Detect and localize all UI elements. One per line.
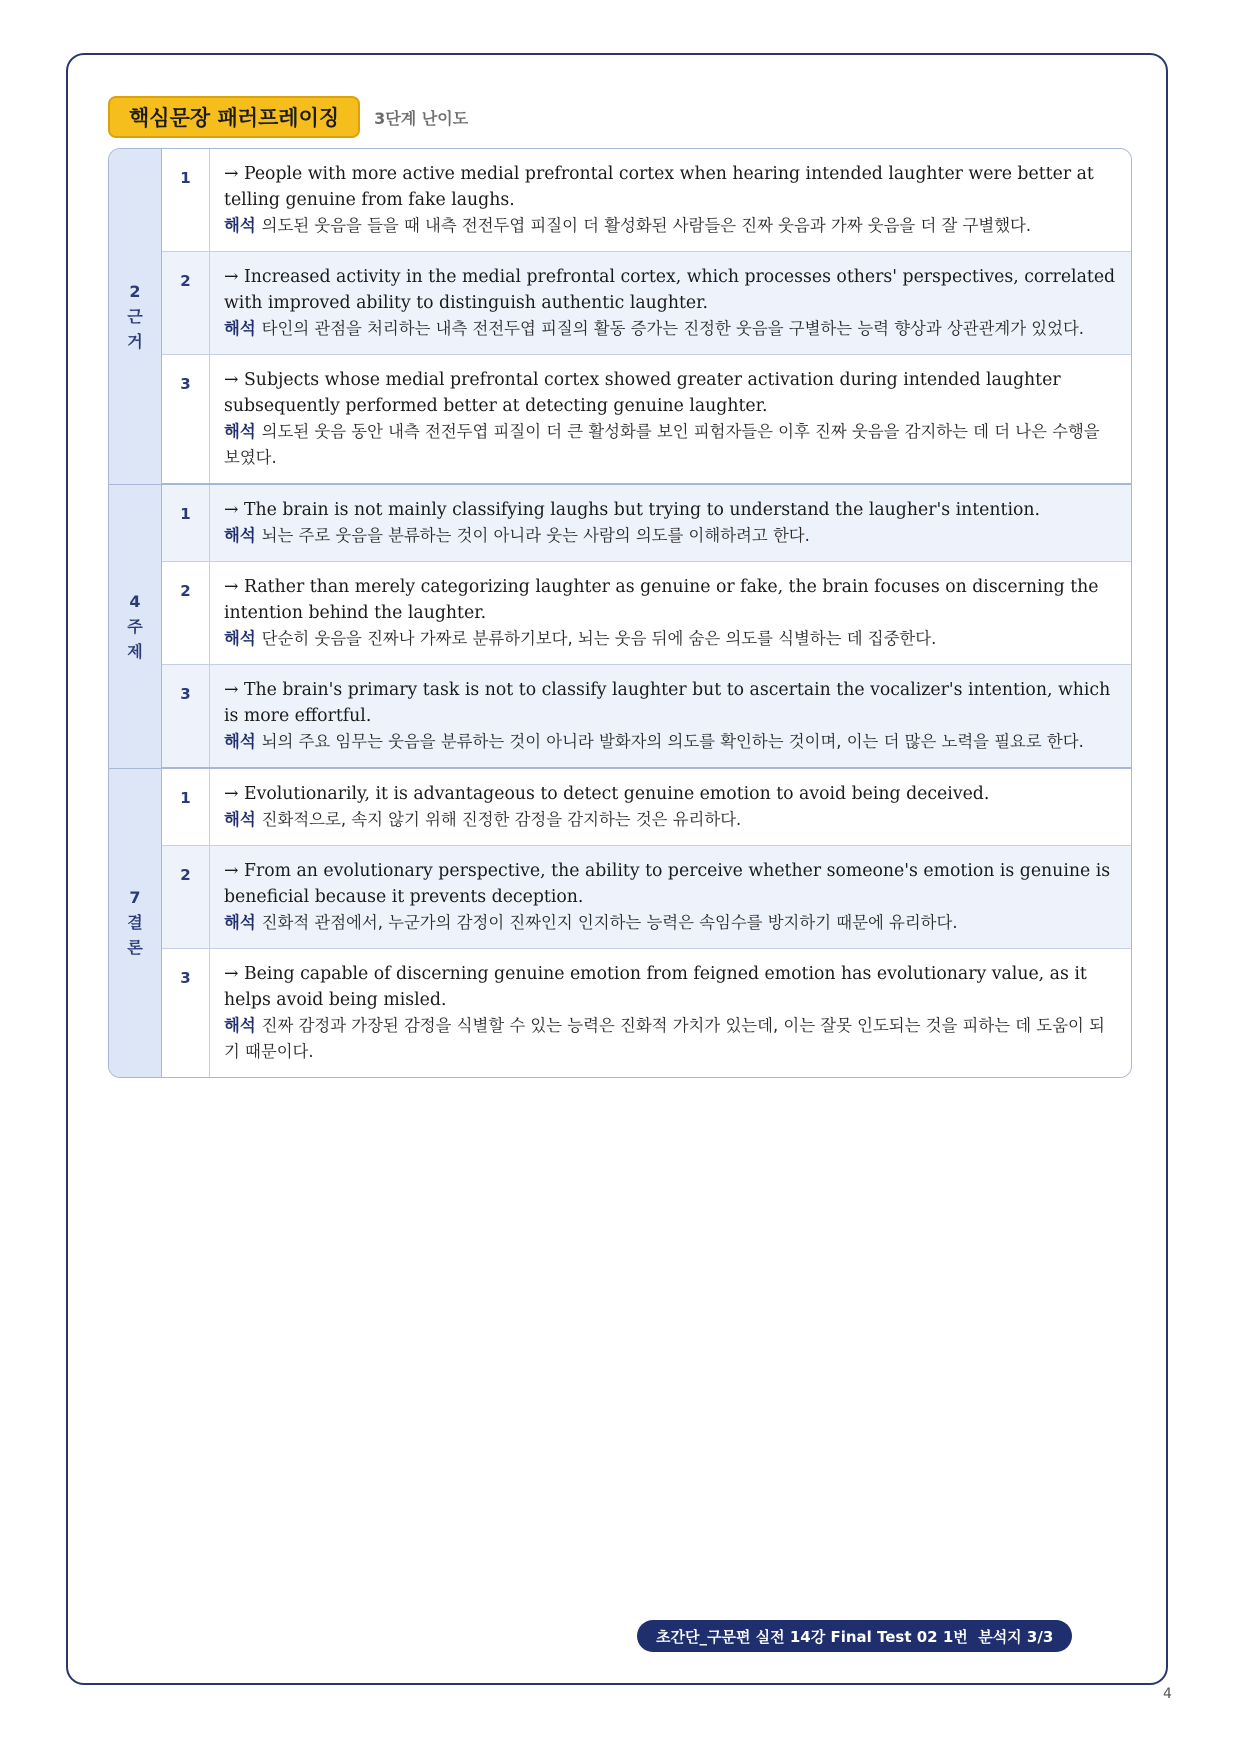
row-number: 3 (162, 665, 210, 769)
english-sentence: → Subjects whose medial prefrontal cortex showed greater activation during intended laughter subsequently performed better at detecting genuine laughter. (224, 370, 1061, 416)
translation-label: 해석 (224, 913, 256, 932)
section-header (108, 96, 468, 138)
table-row (109, 149, 1131, 252)
english-sentence: → Being capable of discerning genuine emotion from feigned emotion has evolutionary value, as it helps avoid being misled. (224, 964, 1087, 1010)
row-content (210, 846, 1132, 949)
table-row (109, 949, 1131, 1078)
korean-translation: 해석 진화적으로, 속지 않기 위해 진정한 감정을 감지하는 것은 유리하다. (224, 810, 742, 829)
english-sentence: → Increased activity in the medial prefrontal cortex, which processes others' perspectives, correlated with improved ability to distinguish authentic laughter. (224, 267, 1116, 313)
translation-label: 해석 (224, 319, 256, 338)
korean-translation: 해석 진화적 관점에서, 누군가의 감정이 진짜인지 인지하는 능력은 속임수를 방지하기 때문에 유리하다. (224, 913, 958, 932)
korean-translation: 해석 단순히 웃음을 진짜나 가짜로 분류하기보다, 뇌는 웃음 뒤에 숨은 의도를 식별하는 데 집중한다. (224, 629, 937, 648)
row-content (210, 562, 1132, 665)
row-content (210, 355, 1132, 485)
translation-label: 해석 (224, 422, 256, 441)
section-label-7: 7 결 론 (109, 768, 162, 1077)
row-content (210, 484, 1132, 562)
page-number: 4 (1163, 1686, 1172, 1702)
english-sentence: → The brain's primary task is not to classify laughter but to ascertain the vocalizer's intention, which is more effortful. (224, 680, 1111, 726)
row-content (210, 768, 1132, 846)
section-label-2: 2 근 거 (109, 149, 162, 484)
row-number: 2 (162, 846, 210, 949)
english-sentence: → People with more active medial prefrontal cortex when hearing intended laughter were better at telling genuine from fake laughs. (224, 164, 1094, 210)
row-number: 3 (162, 355, 210, 485)
table-row (109, 562, 1131, 665)
korean-translation: 해석 타인의 관점을 처리하는 내측 전전두엽 피질의 활동 증가는 진정한 웃음을 구별하는 능력 향상과 상관관계가 있었다. (224, 319, 1084, 338)
row-number: 2 (162, 252, 210, 355)
row-number: 3 (162, 949, 210, 1078)
korean-translation: 해석 뇌의 주요 임무는 웃음을 분류하는 것이 아니라 발화자의 의도를 확인하는 것이며, 이는 더 많은 노력을 필요로 한다. (224, 732, 1084, 751)
korean-translation: 해석 의도된 웃음 동안 내측 전전두엽 피질이 더 큰 활성화를 보인 피험자들은 이후 진짜 웃음을 감지하는 데 더 나은 수행을 보였다. (224, 422, 1100, 467)
translation-label: 해석 (224, 216, 256, 235)
table-row (109, 355, 1131, 485)
translation-label: 해석 (224, 629, 256, 648)
row-number: 2 (162, 562, 210, 665)
english-sentence: → From an evolutionary perspective, the ability to perceive whether someone's emotion is genuine is beneficial because it prevents deception. (224, 861, 1111, 907)
row-number: 1 (162, 768, 210, 846)
row-content (210, 252, 1132, 355)
korean-translation: 해석 진짜 감정과 가장된 감정을 식별할 수 있는 능력은 진화적 가치가 있는데, 이는 잘못 인도되는 것을 피하는 데 도움이 되기 때문이다. (224, 1016, 1105, 1061)
paraphrase-table (108, 148, 1132, 1078)
translation-label: 해석 (224, 526, 256, 545)
difficulty-label: 3단계 난이도 (374, 108, 469, 128)
row-number: 1 (162, 484, 210, 562)
row-content (210, 149, 1132, 252)
korean-translation: 해석 의도된 웃음을 들을 때 내측 전전두엽 피질이 더 활성화된 사람들은 진짜 웃음과 가짜 웃음을 더 잘 구별했다. (224, 216, 1032, 235)
translation-label: 해석 (224, 1016, 256, 1035)
table-row (109, 665, 1131, 769)
table-row (109, 768, 1131, 846)
table-row (109, 484, 1131, 562)
translation-label: 해석 (224, 810, 256, 829)
row-content (210, 665, 1132, 769)
english-sentence: → The brain is not mainly classifying laughs but trying to understand the laugher's intention. (224, 500, 1041, 520)
section-label-4: 4 주 제 (109, 484, 162, 768)
footer-badge: 초간단_구문편 실전 14강 Final Test 02 1번 분석지 3/3 (637, 1620, 1072, 1652)
table-row (109, 252, 1131, 355)
row-content (210, 949, 1132, 1078)
row-number: 1 (162, 149, 210, 252)
korean-translation: 해석 뇌는 주로 웃음을 분류하는 것이 아니라 웃는 사람의 의도를 이해하려고 한다. (224, 526, 810, 545)
section-title-badge: 핵심문장 패러프레이징 (108, 96, 360, 138)
translation-label: 해석 (224, 732, 256, 751)
table-row (109, 846, 1131, 949)
english-sentence: → Rather than merely categorizing laughter as genuine or fake, the brain focuses on discerning the intention behind the laughter. (224, 577, 1099, 623)
english-sentence: → Evolutionarily, it is advantageous to detect genuine emotion to avoid being deceived. (224, 784, 990, 804)
